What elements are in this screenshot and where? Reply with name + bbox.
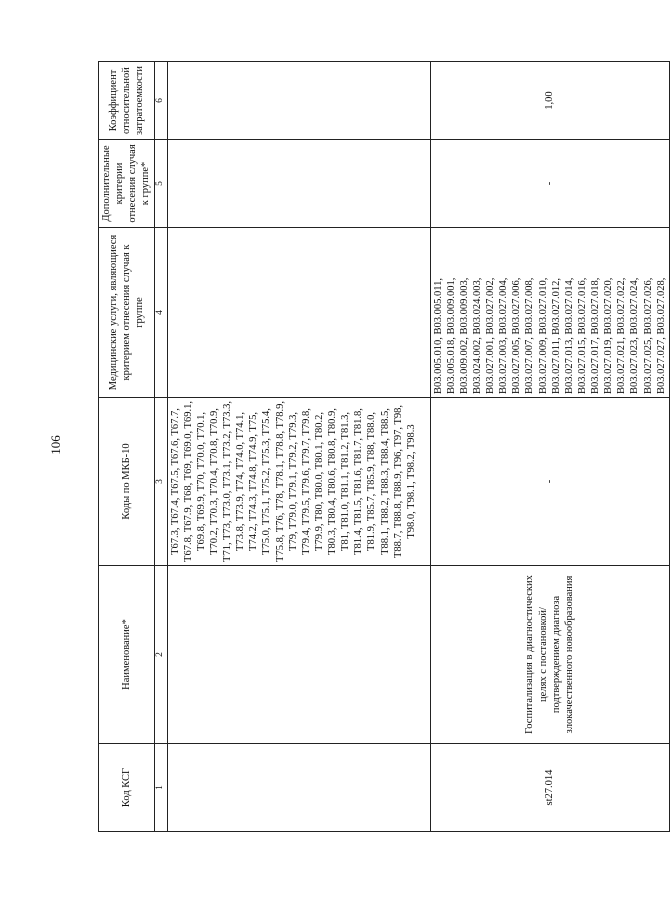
col-num-1: 1 xyxy=(154,744,167,832)
header-services: Медицинские услуги, являющиеся критерием отнесения случая к группе xyxy=(99,228,155,398)
table-row xyxy=(430,62,669,832)
row1-extra xyxy=(167,140,430,228)
header-extra: Дополнительные критерии отнесения случая к группе* xyxy=(99,140,155,228)
number-row xyxy=(154,62,167,832)
col-num-2: 2 xyxy=(154,566,167,744)
col-num-5: 5 xyxy=(154,140,167,228)
row2-extra: - xyxy=(430,140,669,228)
header-name: Наименование* xyxy=(99,566,155,744)
col-num-6: 6 xyxy=(154,62,167,140)
header-code: Код КСГ xyxy=(99,744,155,832)
row1-code xyxy=(167,744,430,832)
row2-name: Госпитализация в диагностических целях с постановкой/ подтверждением диагноза злокачественного новообразования xyxy=(430,566,669,744)
table-row xyxy=(167,62,430,832)
row1-services xyxy=(167,228,430,398)
row2-icd: - xyxy=(430,398,669,566)
header-coef: Коэффициент относительной затратоемкости xyxy=(99,62,155,140)
row1-coef xyxy=(167,62,430,140)
col-num-4: 4 xyxy=(154,228,167,398)
row2-coef: 1,00 xyxy=(430,62,669,140)
row1-icd: T67.3, T67.4, T67.5, T67.6, T67.7, T67.8, T67.9, T68, T69, T69.0, T69.1, T69.8, T69.9, T70, T70.0, T70.1, T70.2, T70.3, T70.4, T70.8, T70.9, T71, T73, T73.0, T73.1, T73.2, T73.3, T73.8, T73.9, T74, T74.0, T74.1, T74.2, T74.3, T74.8, T74.9, T75, T75.0, T75.1, T75.2, T75.3, T75.4, T75.8, T76, T78, T78.1, T78.8, T78.9, T79, T79.0, T79.1, T79.2, T79.3, T79.4, T79.5, T79.6, T79.7, T79.8, T79.9, T80, T80.0, T80.1, T80.2, T80.3, T80.4, T80.6, T80.8, T80.9, T81, T81.0, T81.1, T81.2, T81.3, T81.4, T81.5, T81.6, T81.7, T81.8, T81.9, T85.7, T85.9, T88, T88.0, T88.1, T88.2, T88.3, T88.4, T88.5, T88.7, T88.8, T88.9, T96, T97, T98, T98.0, T98.1, T98.2, T98.3 xyxy=(167,398,430,566)
page-number: 106 xyxy=(48,435,63,455)
col-num-3: 3 xyxy=(154,398,167,566)
ksg-table xyxy=(98,61,670,832)
row2-code: st27.014 xyxy=(430,744,669,832)
row2-services: B03.005.010, B03.005.011, B03.005.018, B03.009.001, B03.009.002, B03.009.003, B03.024.002, B03.024.003, B03.027.001, B03.027.002, B03.027.003, B03.027.004, B03.027.005, B03.027.006, B03.027.007, B03.027.008, B03.027.009, B03.027.010, B03.027.011, B03.027.012, B03.027.013, B03.027.014, B03.027.015, B03.027.016, B03.027.017, B03.027.018, B03.027.019, B03.027.020, B03.027.021, B03.027.022, B03.027.023, B03.027.024, B03.027.025, B03.027.026, B03.027.027, B03.027.028, xyxy=(430,228,669,398)
rotated-table-container xyxy=(98,62,667,832)
header-row xyxy=(99,62,155,832)
row1-name xyxy=(167,566,430,744)
header-icd: Коды по МКБ-10 xyxy=(99,398,155,566)
